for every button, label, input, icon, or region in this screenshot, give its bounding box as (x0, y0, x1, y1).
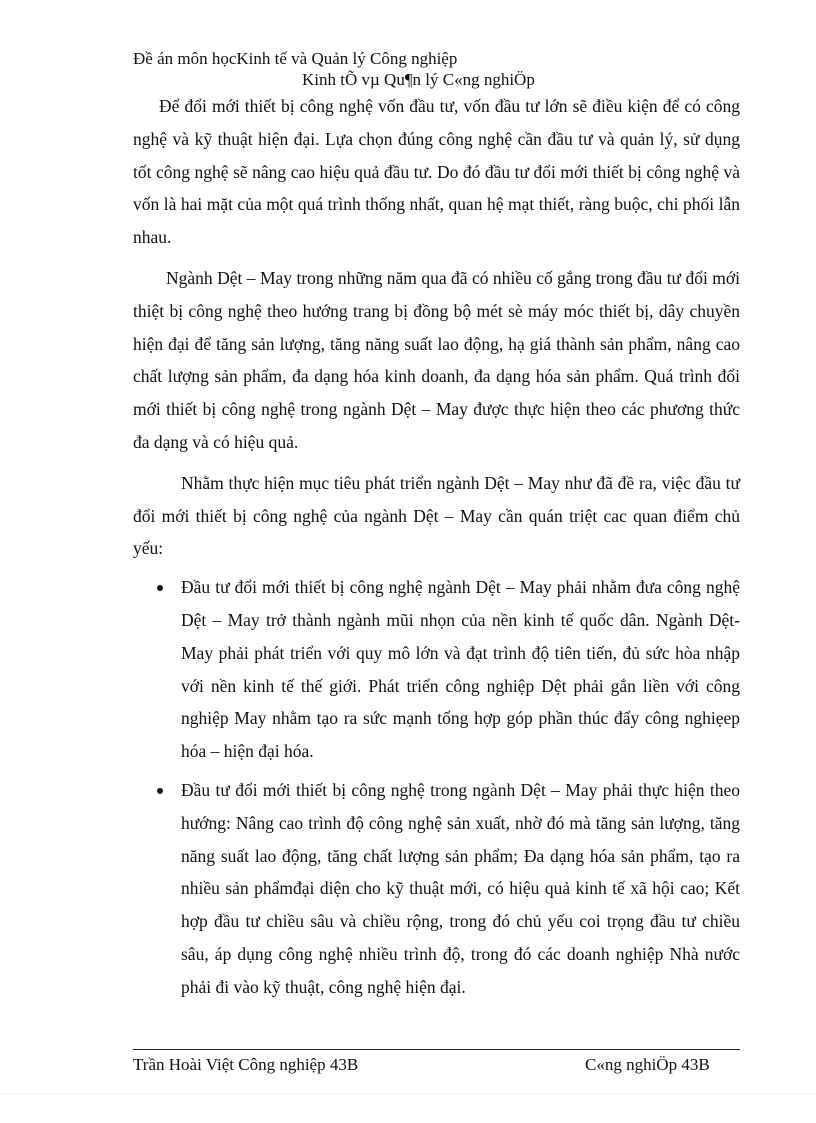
footer-class: C«ng nghiÖp 43B (585, 1055, 710, 1074)
bullet-icon (157, 788, 163, 794)
page-bottom-edge (0, 1093, 816, 1094)
bullet-list (133, 571, 740, 1003)
paragraph: Ngành Dệt – May trong những năm qua đã có nhiều cố gắng trong đầu tư đổi mới thiệt bị công nghệ theo hướng trang bị đồng bộ mét sè máy móc thiết bị, dây chuyền hiện đại để tăng sản lượng, tăng năng suất lao động, hạ giá thành sản phẩm, nâng cao chất lượng sản phẩm, đa dạng hóa kinh doanh, đa dạng hóa sản phẩm. Quá trình đổi mới thiết bị công nghệ trong ngành Dệt – May được thực hiện theo các phương thức đa dạng và có hiệu quả. (133, 267, 740, 452)
paragraph: Để đổi mới thiết bị công nghệ vốn đầu tư, vốn đầu tư lớn sẽ điều kiện để có công nghệ và kỹ thuật hiện đại. Lựa chọn đúng công nghệ cần đầu tư và quản lý, sử dụng tốt công nghệ sẽ nâng cao hiệu quả đầu tư. Do đó đầu tư đổi mới thiết bị công nghệ và vốn là hai mặt của một quá trình thống nhất, quan hệ mạt thiết, ràng buộc, chi phối lẫn nhau. (133, 96, 740, 248)
bullet-text: Đầu tư đổi mới thiết bị công nghệ trong ngành Dệt – May phải thực hiện theo hướng: Nâng cao trình độ công nghệ sản xuất, nhờ đó mà tăng sản lượng, tăng năng suất lao động, tăng chất lượng sản phẩm; Đa dạng hóa sản phẩm, tạo ra nhiều sản phẩmđại diện cho kỹ thuật mới, có hiệu quả kinh tế xã hội cao; Kết hợp đầu tư chiều sâu và chiều rộng, trong đó chủ yếu coi trọng đầu tư chiều sâu, áp dụng công nghệ nhiều trình độ, trong đó các doanh nghiệp Nhà nước phải đi vào kỹ thuật, công nghệ hiện đại. (181, 779, 740, 997)
bullet-icon (157, 585, 163, 591)
bullet-text: Đầu tư đổi mới thiết bị công nghệ ngành Dệt – May phải nhằm đưa công nghệ Dệt – May trở thành ngành mũi nhọn của nền kinh tế quốc dân. Ngành Dệt- May phải phát triển với quy mô lớn và đạt trình độ tiên tiến, đủ sức hòa nhập với nền kinh tế thế giới. Phát triển công nghiệp Dệt phải gắn liền với công nghiệp May nhằm tạo ra sức mạnh tổng hợp góp phần thúc đẩy công nghiẹep hóa – hiện đại hóa. (181, 577, 740, 762)
header-subtitle: Kinh tÕ vµ Qu¶n lý C«ng nghiÖp (302, 70, 535, 89)
bullet-item (133, 774, 740, 1004)
footer-divider (133, 1049, 740, 1050)
footer-author: Trần Hoài Việt Công nghiệp 43B (133, 1055, 359, 1074)
document-body (133, 90, 740, 1010)
paragraph: Nhằm thực hiện mục tiêu phát triển ngành Dệt – May như đã đề ra, việc đầu tư đổi mới thiết bị công nghệ của ngành Dệt – May cần quán triệt cac quan điểm chủ yếu: (133, 472, 740, 559)
bullet-item (133, 571, 740, 768)
header-title: Đề án môn họcKinh tế và Quản lý Công nghiệp (133, 49, 458, 68)
